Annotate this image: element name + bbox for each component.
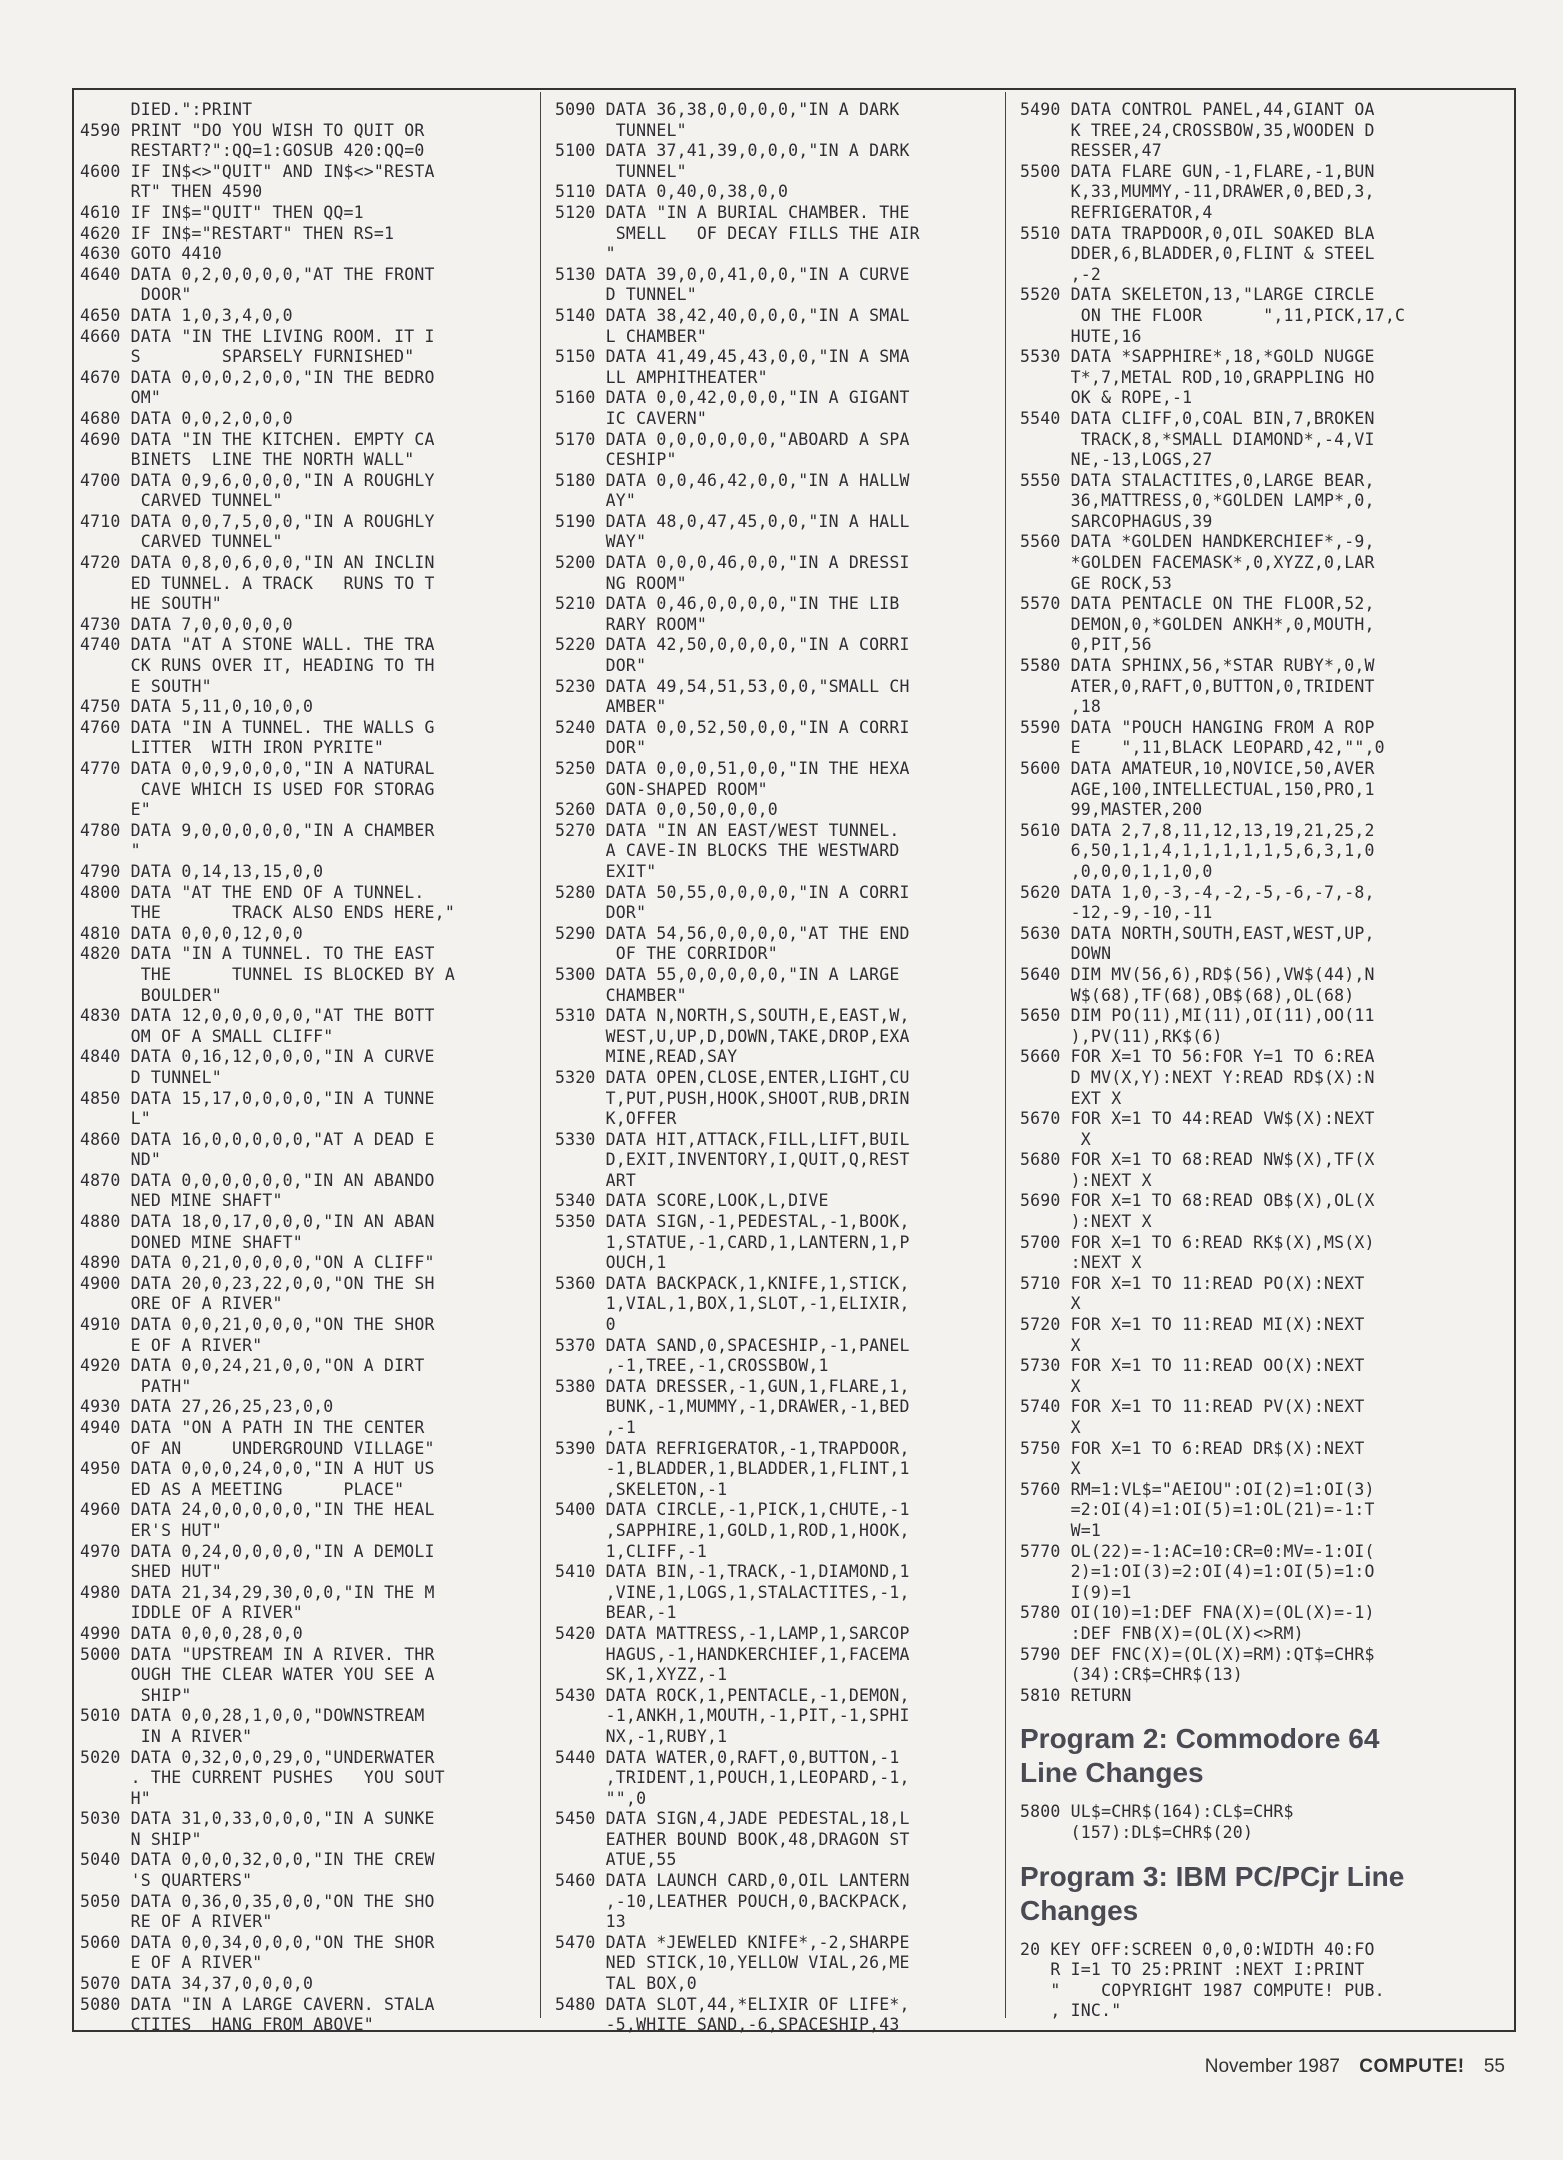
code-line: 5750 FOR X=1 TO 6:READ DR$(X):NEXT [1020,1438,1365,1458]
code-line: D TUNNEL" [80,1067,222,1087]
code-line: CHAMBER" [555,985,687,1005]
code-line: 4800 DATA "AT THE END OF A TUNNEL. [80,882,425,902]
code-line: -1,BLADDER,1,BLADDER,1,FLINT,1 [555,1459,910,1479]
code-line: 5380 DATA DRESSER,-1,GUN,1,FLARE,1, [555,1376,910,1396]
code-line: 4620 IF IN$="RESTART" THEN RS=1 [80,223,395,243]
code-line: 5090 DATA 36,38,0,0,0,0,"IN A DARK [555,100,900,119]
code-line: 99,MASTER,200 [1020,800,1203,820]
code-line: 5700 FOR X=1 TO 6:READ RK$(X),MS(X) [1020,1232,1375,1252]
code-line: 5560 DATA *GOLDEN HANDKERCHIEF*,-9, [1020,532,1375,552]
code-line: 4710 DATA 0,0,7,5,0,0,"IN A ROUGHLY [80,511,435,531]
code-line: 5010 DATA 0,0,28,1,0,0,"DOWNSTREAM [80,1706,425,1726]
code-line: ,18 [1020,697,1102,717]
code-line: BOULDER" [80,985,222,1005]
code-line: 5680 FOR X=1 TO 68:READ NW$(X),TF(X [1020,1150,1375,1170]
code-line: TUNNEL" [555,161,687,181]
code-line: 4650 DATA 1,0,3,4,0,0 [80,305,293,325]
code-line: I(9)=1 [1020,1582,1132,1602]
listing-column-3-lines [1020,100,1472,1706]
code-line: 4950 DATA 0,0,0,24,0,0,"IN A HUT US [80,1459,435,1479]
code-line: ED TUNNEL. A TRACK RUNS TO T [80,573,435,593]
program-2-heading [1020,1722,1472,1790]
code-line: 5020 DATA 0,32,0,0,29,0,"UNDERWATER [80,1747,435,1767]
code-line: 5260 DATA 0,0,50,0,0,0 [555,800,778,820]
code-line: NED MINE SHAFT" [80,1191,283,1211]
code-line: ):NEXT X [1020,1170,1152,1190]
code-line: RE OF A RIVER" [80,1912,273,1932]
code-line: 5040 DATA 0,0,0,32,0,0,"IN THE CREW [80,1850,435,1870]
code-line: 4990 DATA 0,0,0,28,0,0 [80,1623,303,1643]
code-line: 5060 DATA 0,0,34,0,0,0,"ON THE SHOR [80,1932,435,1952]
footer-date: November 1987 [1204,2056,1340,2077]
code-line: 5770 OL(22)=-1:AC=10:CR=0:MV=-1:OI( [1020,1541,1375,1561]
code-line: 5110 DATA 0,40,0,38,0,0 [555,182,789,202]
code-line: 5720 FOR X=1 TO 11:READ MI(X):NEXT [1020,1315,1365,1335]
code-line: 2)=1:OI(3)=2:OI(4)=1:OI(5)=1:O [1020,1562,1375,1582]
code-line: 5300 DATA 55,0,0,0,0,0,"IN A LARGE [555,964,900,984]
code-line: OUGH THE CLEAR WATER YOU SEE A [80,1665,435,1685]
code-line: ED AS A MEETING PLACE" [80,1479,405,1499]
code-line: 4980 DATA 21,34,29,30,0,0,"IN THE M [80,1582,435,1602]
code-line: 5120 DATA "IN A BURIAL CHAMBER. THE [555,202,910,222]
code-line: 4720 DATA 0,8,0,6,0,0,"IN AN INCLIN [80,553,435,573]
code-line: 1,STATUE,-1,CARD,1,LANTERN,1,P [555,1232,910,1252]
code-line: H" [80,1788,151,1808]
code-line: E OF A RIVER" [80,1335,263,1355]
code-line: 5510 DATA TRAPDOOR,0,OIL SOAKED BLA [1020,223,1375,243]
code-line: 'S QUARTERS" [80,1871,253,1891]
code-line: PATH" [80,1376,192,1396]
code-line: 5350 DATA SIGN,-1,PEDESTAL,-1,BOOK, [555,1212,910,1232]
code-line: 4860 DATA 16,0,0,0,0,0,"AT A DEAD E [80,1129,435,1149]
code-line: ,-2 [1020,264,1102,284]
code-line: E SOUTH" [80,676,212,696]
code-line: 5290 DATA 54,56,0,0,0,0,"AT THE END [555,923,910,943]
code-line: 0 [555,1315,616,1335]
code-line: 4630 GOTO 4410 [80,244,222,264]
code-line: 5690 FOR X=1 TO 68:READ OB$(X),OL(X [1020,1191,1375,1211]
code-line: EATHER BOUND BOOK,48,DRAGON ST [555,1829,910,1849]
code-line: EXIT" [555,861,657,881]
code-line: -12,-9,-10,-11 [1020,903,1213,923]
code-line: DOR" [555,903,647,923]
code-line: (157):DL$=CHR$(20) [1020,1822,1254,1842]
code-line: GE ROCK,53 [1020,573,1173,593]
code-line: (34):CR$=CHR$(13) [1020,1665,1243,1685]
code-line: DIED.":PRINT [80,100,253,119]
code-line: AGE,100,INTELLECTUAL,150,PRO,1 [1020,779,1375,799]
code-line: 5500 DATA FLARE GUN,-1,FLARE,-1,BUN [1020,161,1375,181]
code-line: ,SKELETON,-1 [555,1479,728,1499]
code-line: OF THE CORRIDOR" [555,944,778,964]
code-line: 5490 DATA CONTROL PANEL,44,GIANT OA [1020,100,1375,119]
code-line: OF AN UNDERGROUND VILLAGE" [80,1438,435,1458]
program-2-heading-line2: Line Changes [1020,1757,1204,1789]
code-line: LL AMPHITHEATER" [555,367,768,387]
code-line: DONED MINE SHAFT" [80,1232,303,1252]
code-line: THE TRACK ALSO ENDS HERE," [80,903,455,923]
code-line: 4920 DATA 0,0,24,21,0,0,"ON A DIRT [80,1356,425,1376]
code-line: 4730 DATA 7,0,0,0,0,0 [80,614,293,634]
code-line: 5070 DATA 34,37,0,0,0,0 [80,1974,314,1994]
code-line: L CHAMBER" [555,326,708,346]
code-line: S SPARSELY FURNISHED" [80,347,415,367]
code-line: DOOR" [80,285,192,305]
code-line: " [80,841,141,861]
code-line: ,0,0,0,1,1,0,0 [1020,861,1213,881]
code-line: ART [555,1170,637,1190]
code-line: 4760 DATA "IN A TUNNEL. THE WALLS G [80,717,435,737]
code-line: ),PV(11),RK$(6) [1020,1026,1223,1046]
code-line: 5480 DATA SLOT,44,*ELIXIR OF LIFE*, [555,1994,910,2014]
code-line: 5210 DATA 0,46,0,0,0,0,"IN THE LIB [555,594,900,614]
code-line: ,VINE,1,LOGS,1,STALACTITES,-1, [555,1582,910,1602]
code-line: 4960 DATA 24,0,0,0,0,0,"IN THE HEAL [80,1500,435,1520]
code-line: CARVED TUNNEL" [80,491,283,511]
code-line: DOR" [555,738,647,758]
code-line: ):NEXT X [1020,1212,1152,1232]
code-line: 4780 DATA 9,0,0,0,0,0,"IN A CHAMBER [80,820,435,840]
code-line: A CAVE-IN BLOCKS THE WESTWARD [555,841,900,861]
code-line: ,-1,TREE,-1,CROSSBOW,1 [555,1356,829,1376]
code-line: X [1020,1294,1081,1314]
code-line: OM OF A SMALL CLIFF" [80,1026,334,1046]
code-line: 4820 DATA "IN A TUNNEL. TO THE EAST [80,944,435,964]
code-line: 5590 DATA "POUCH HANGING FROM A ROP [1020,717,1375,737]
code-line: 5220 DATA 42,50,0,0,0,0,"IN A CORRI [555,635,910,655]
code-line: K TREE,24,CROSSBOW,35,WOODEN D [1020,120,1375,140]
listing-column-3 [1020,100,1472,2022]
code-line: D,EXIT,INVENTORY,I,QUIT,Q,REST [555,1150,910,1170]
code-line: SHIP" [80,1685,192,1705]
code-line: 5660 FOR X=1 TO 56:FOR Y=1 TO 6:REA [1020,1047,1375,1067]
code-line: 5620 DATA 1,0,-3,-4,-2,-5,-6,-7,-8, [1020,882,1375,902]
code-line: 5000 DATA "UPSTREAM IN A RIVER. THR [80,1644,435,1664]
code-line: NE,-13,LOGS,27 [1020,450,1213,470]
code-line: L" [80,1109,151,1129]
code-line: R I=1 TO 25:PRINT :NEXT I:PRINT [1020,1960,1365,1980]
code-line: ER'S HUT" [80,1520,222,1540]
code-line: 5530 DATA *SAPPHIRE*,18,*GOLD NUGGE [1020,347,1375,367]
code-line: 5610 DATA 2,7,8,11,12,13,19,21,25,2 [1020,820,1375,840]
code-line: 4810 DATA 0,0,0,12,0,0 [80,923,303,943]
code-line: 5250 DATA 0,0,0,51,0,0,"IN THE HEXA [555,759,910,778]
code-line: X [1020,1418,1081,1437]
code-line: 5390 DATA REFRIGERATOR,-1,TRAPDOOR, [555,1438,910,1458]
code-line: 5730 FOR X=1 TO 11:READ OO(X):NEXT [1020,1356,1365,1376]
code-line: 5450 DATA SIGN,4,JADE PEDESTAL,18,L [555,1809,910,1829]
column-rule [540,92,541,2018]
page-footer [1205,2056,1505,2078]
code-line: 5140 DATA 38,42,40,0,0,0,"IN A SMAL [555,305,910,325]
code-line: ORE OF A RIVER" [80,1294,283,1314]
code-line: 5550 DATA STALACTITES,0,LARGE BEAR, [1020,470,1375,490]
code-line: 5130 DATA 39,0,0,41,0,0,"IN A CURVE [555,264,910,284]
code-line: 4750 DATA 5,11,0,10,0,0 [80,697,314,717]
code-line: DOR" [555,656,647,676]
code-line: X [1020,1376,1081,1396]
code-line: 5470 DATA *JEWELED KNIFE*,-2,SHARPE [555,1932,910,1952]
code-line: 4740 DATA "AT A STONE WALL. THE TRA [80,635,435,655]
code-line: DOWN [1020,944,1112,964]
code-line: -1,ANKH,1,MOUTH,-1,PIT,-1,SPHI [555,1706,910,1726]
code-line: 4890 DATA 0,21,0,0,0,0,"ON A CLIFF" [80,1253,435,1273]
code-line: BUNK,-1,MUMMY,-1,DRAWER,-1,BED [555,1397,910,1417]
code-line: E" [80,800,151,820]
code-line: 5420 DATA MATTRESS,-1,LAMP,1,SARCOP [555,1623,910,1643]
code-line: -5,WHITE SAND,-6,SPACESHIP,43 [555,2015,900,2035]
code-line: ,-10,LEATHER POUCH,0,BACKPACK, [555,1891,910,1911]
code-line: E ",11,BLACK LEOPARD,42,"",0 [1020,738,1385,758]
code-line: 36,MATTRESS,0,*GOLDEN LAMP*,0, [1020,491,1375,511]
code-line: SARCOPHAGUS,39 [1020,511,1213,531]
footer-page-number: 55 [1483,2056,1505,2077]
code-line: 0,PIT,56 [1020,635,1152,655]
code-line: HUTE,16 [1020,326,1142,346]
code-line: 4910 DATA 0,0,21,0,0,0,"ON THE SHOR [80,1315,435,1335]
code-line: EXT X [1020,1088,1122,1108]
code-line: HE SOUTH" [80,594,222,614]
code-line: SHED HUT" [80,1562,222,1582]
code-line: 6,50,1,1,4,1,1,1,1,1,5,6,3,1,0 [1020,841,1375,861]
code-line: OK & ROPE,-1 [1020,388,1193,408]
code-line: 5280 DATA 50,55,0,0,0,0,"IN A CORRI [555,882,910,902]
code-line: 20 KEY OFF:SCREEN 0,0,0:WIDTH 40:FO [1020,1939,1375,1959]
code-line: , INC." [1020,2001,1122,2021]
listing-column-1 [80,100,532,2036]
code-line: 5800 UL$=CHR$(164):CL$=CHR$ [1020,1802,1294,1822]
listing-column-2 [555,100,1007,2036]
code-line: 5630 DATA NORTH,SOUTH,EAST,WEST,UP, [1020,923,1375,943]
code-line: 4700 DATA 0,9,6,0,0,0,"IN A ROUGHLY [80,470,435,490]
code-line: TAL BOX,0 [555,1974,697,1994]
code-line: K,33,MUMMY,-11,DRAWER,0,BED,3, [1020,182,1375,202]
code-line: OUCH,1 [555,1253,667,1273]
code-line: 5170 DATA 0,0,0,0,0,0,"ABOARD A SPA [555,429,910,449]
code-line: ,-1 [555,1418,637,1437]
code-line: SMELL OF DECAY FILLS THE AIR [555,223,920,243]
code-line: 5740 FOR X=1 TO 11:READ PV(X):NEXT [1020,1397,1365,1417]
code-line: 5650 DIM PO(11),MI(11),OI(11),OO(11 [1020,1006,1375,1026]
program-3-heading-line2: Changes [1020,1894,1139,1926]
code-line: 4770 DATA 0,0,9,0,0,0,"IN A NATURAL [80,759,435,778]
program-3-heading [1020,1860,1472,1928]
code-line: REFRIGERATOR,4 [1020,202,1213,222]
code-line: 5150 DATA 41,49,45,43,0,0,"IN A SMA [555,347,910,367]
code-line: 5790 DEF FNC(X)=(OL(X)=RM):QT$=CHR$ [1020,1644,1375,1664]
code-line: CTITES HANG FROM ABOVE" [80,2015,374,2035]
code-line: 4670 DATA 0,0,0,2,0,0,"IN THE BEDRO [80,367,435,387]
code-line: 4940 DATA "ON A PATH IN THE CENTER [80,1418,425,1437]
code-line: IN A RIVER" [80,1726,253,1746]
code-line: " [555,244,616,264]
code-line: 13 [555,1912,626,1932]
code-line: ND" [80,1150,162,1170]
code-line: IC CAVERN" [555,408,708,428]
code-line: 5310 DATA N,NORTH,S,SOUTH,E,EAST,W, [555,1006,910,1026]
code-line: 4790 DATA 0,14,13,15,0,0 [80,861,324,881]
code-line: 4660 DATA "IN THE LIVING ROOM. IT I [80,326,435,346]
code-line: 5180 DATA 0,0,46,42,0,0,"IN A HALLW [555,470,910,490]
code-line: NX,-1,RUBY,1 [555,1726,728,1746]
code-line: THE TUNNEL IS BLOCKED BY A [80,964,455,984]
code-line: D TUNNEL" [555,285,697,305]
code-line: ATER,0,RAFT,0,BUTTON,0,TRIDENT [1020,676,1375,696]
code-line: 4930 DATA 27,26,25,23,0,0 [80,1397,334,1417]
code-line: LITTER WITH IRON PYRITE" [80,738,385,758]
code-line: 5810 RETURN [1020,1685,1132,1705]
code-line: X [1020,1459,1081,1479]
code-line: 5190 DATA 48,0,47,45,0,0,"IN A HALL [555,511,910,531]
code-line: WEST,U,UP,D,DOWN,TAKE,DROP,EXA [555,1026,910,1046]
code-line: :NEXT X [1020,1253,1142,1273]
code-line: W$(68),TF(68),OB$(68),OL(68) [1020,985,1355,1005]
code-line: CESHIP" [555,450,677,470]
code-line: T,PUT,PUSH,HOOK,SHOOT,RUB,DRIN [555,1088,910,1108]
code-line: 5570 DATA PENTACLE ON THE FLOOR,52, [1020,594,1375,614]
code-line: BINETS LINE THE NORTH WALL" [80,450,415,470]
code-line: 5430 DATA ROCK,1,PENTACLE,-1,DEMON, [555,1685,910,1705]
code-line: SK,1,XYZZ,-1 [555,1665,728,1685]
code-line: 5330 DATA HIT,ATTACK,FILL,LIFT,BUIL [555,1129,910,1149]
code-line: 5370 DATA SAND,0,SPACESHIP,-1,PANEL [555,1335,910,1355]
code-line: 4850 DATA 15,17,0,0,0,0,"IN A TUNNE [80,1088,435,1108]
code-line: 4640 DATA 0,2,0,0,0,0,"AT THE FRONT [80,264,435,284]
code-line: 5050 DATA 0,36,0,35,0,0,"ON THE SHO [80,1891,435,1911]
code-line: 5540 DATA CLIFF,0,COAL BIN,7,BROKEN [1020,408,1375,428]
code-line: 5710 FOR X=1 TO 11:READ PO(X):NEXT [1020,1273,1365,1293]
footer-magazine: COMPUTE! [1359,2056,1465,2077]
code-line: "",0 [555,1788,647,1808]
code-line: MINE,READ,SAY [555,1047,738,1067]
program-2-listing [1020,1802,1472,1843]
program-3-listing [1020,1940,1472,2022]
code-line: 5200 DATA 0,0,0,46,0,0,"IN A DRESSI [555,553,910,573]
code-line: DEMON,0,*GOLDEN ANKH*,0,MOUTH, [1020,614,1375,634]
code-line: RESSER,47 [1020,141,1162,161]
code-line: TUNNEL" [555,120,687,140]
code-line: 5780 OI(10)=1:DEF FNA(X)=(OL(X)=-1) [1020,1603,1375,1623]
code-line: BEAR,-1 [555,1603,677,1623]
code-line: *GOLDEN FACEMASK*,0,XYZZ,0,LAR [1020,553,1375,573]
code-line: ATUE,55 [555,1850,677,1870]
code-line: 4610 IF IN$="QUIT" THEN QQ=1 [80,202,364,222]
code-line: 5030 DATA 31,0,33,0,0,0,"IN A SUNKE [80,1809,435,1829]
code-line: AMBER" [555,697,667,717]
code-line: . THE CURRENT PUSHES YOU SOUT [80,1768,445,1788]
code-line: RARY ROOM" [555,614,708,634]
code-line: 5340 DATA SCORE,LOOK,L,DIVE [555,1191,829,1211]
code-line: CAVE WHICH IS USED FOR STORAG [80,779,435,799]
code-line: 4680 DATA 0,0,2,0,0,0 [80,408,293,428]
code-line: T*,7,METAL ROD,10,GRAPPLING HO [1020,367,1375,387]
code-line: N SHIP" [80,1829,202,1849]
code-line: 4880 DATA 18,0,17,0,0,0,"IN AN ABAN [80,1212,435,1232]
code-line: 5400 DATA CIRCLE,-1,PICK,1,CHUTE,-1 [555,1500,910,1520]
code-line: 5600 DATA AMATEUR,10,NOVICE,50,AVER [1020,759,1375,778]
code-line: 5580 DATA SPHINX,56,*STAR RUBY*,0,W [1020,656,1375,676]
code-line: D MV(X,Y):NEXT Y:READ RD$(X):N [1020,1067,1375,1087]
code-line: 4690 DATA "IN THE KITCHEN. EMPTY CA [80,429,435,449]
code-line: 5520 DATA SKELETON,13,"LARGE CIRCLE [1020,285,1375,305]
code-line: 5100 DATA 37,41,39,0,0,0,"IN A DARK [555,141,910,161]
code-line: 5640 DIM MV(56,6),RD$(56),VW$(44),N [1020,964,1375,984]
code-line: OM" [80,388,162,408]
code-line: NED STICK,10,YELLOW VIAL,26,ME [555,1953,910,1973]
code-line: 4590 PRINT "DO YOU WISH TO QUIT OR [80,120,425,140]
code-line: GON-SHAPED ROOM" [555,779,768,799]
code-line: 1,VIAL,1,BOX,1,SLOT,-1,ELIXIR, [555,1294,910,1314]
code-line: IDDLE OF A RIVER" [80,1603,303,1623]
code-line: CK RUNS OVER IT, HEADING TO TH [80,656,435,676]
code-line: 4900 DATA 20,0,23,22,0,0,"ON THE SH [80,1273,435,1293]
code-line: 5670 FOR X=1 TO 44:READ VW$(X):NEXT [1020,1109,1375,1129]
code-line: 5160 DATA 0,0,42,0,0,0,"IN A GIGANT [555,388,910,408]
code-line: WAY" [555,532,647,552]
code-line: 5360 DATA BACKPACK,1,KNIFE,1,STICK, [555,1273,910,1293]
code-line: NG ROOM" [555,573,687,593]
code-line: 5080 DATA "IN A LARGE CAVERN. STALA [80,1994,435,2014]
code-line: RT" THEN 4590 [80,182,263,202]
code-line: 5460 DATA LAUNCH CARD,0,OIL LANTERN [555,1871,910,1891]
code-line: E OF A RIVER" [80,1953,263,1973]
code-line: 4840 DATA 0,16,12,0,0,0,"IN A CURVE [80,1047,435,1067]
code-line: 5320 DATA OPEN,CLOSE,ENTER,LIGHT,CU [555,1067,910,1087]
program-3-heading-line1: Program 3: IBM PC/PCjr Line [1020,1860,1405,1892]
code-line: RESTART?":QQ=1:GOSUB 420:QQ=0 [80,141,425,161]
code-line: ON THE FLOOR ",11,PICK,17,C [1020,305,1406,325]
code-line: 5270 DATA "IN AN EAST/WEST TUNNEL. [555,820,900,840]
code-line: 5760 RM=1:VL$="AEIOU":OI(2)=1:OI(3) [1020,1479,1375,1499]
code-line: =2:OI(4)=1:OI(5)=1:OL(21)=-1:T [1020,1500,1375,1520]
code-line: " COPYRIGHT 1987 COMPUTE! PUB. [1020,1980,1385,2000]
code-line: X [1020,1335,1081,1355]
code-line: HAGUS,-1,HANDKERCHIEF,1,FACEMA [555,1644,910,1664]
code-line: :DEF FNB(X)=(OL(X)<>RM) [1020,1623,1304,1643]
code-line: TRACK,8,*SMALL DIAMOND*,-4,VI [1020,429,1375,449]
code-line: 5440 DATA WATER,0,RAFT,0,BUTTON,-1 [555,1747,900,1767]
code-line: 4830 DATA 12,0,0,0,0,0,"AT THE BOTT [80,1006,435,1026]
code-line: ,SAPPHIRE,1,GOLD,1,ROD,1,HOOK, [555,1520,910,1540]
code-line: W=1 [1020,1520,1102,1540]
code-line: CARVED TUNNEL" [80,532,283,552]
code-line: 5240 DATA 0,0,52,50,0,0,"IN A CORRI [555,717,910,737]
code-line: AY" [555,491,637,511]
code-line: 4870 DATA 0,0,0,0,0,0,"IN AN ABANDO [80,1170,435,1190]
code-line: DDER,6,BLADDER,0,FLINT & STEEL [1020,244,1375,264]
code-line: 1,CLIFF,-1 [555,1541,708,1561]
code-line: 4970 DATA 0,24,0,0,0,0,"IN A DEMOLI [80,1541,435,1561]
code-line: 4600 IF IN$<>"QUIT" AND IN$<>"RESTA [80,161,435,181]
code-line: 5410 DATA BIN,-1,TRACK,-1,DIAMOND,1 [555,1562,910,1582]
code-line: X [1020,1129,1091,1149]
code-line: 5230 DATA 49,54,51,53,0,0,"SMALL CH [555,676,910,696]
code-line: K,OFFER [555,1109,677,1129]
code-line: ,TRIDENT,1,POUCH,1,LEOPARD,-1, [555,1768,910,1788]
program-2-heading-line1: Program 2: Commodore 64 [1020,1723,1380,1755]
